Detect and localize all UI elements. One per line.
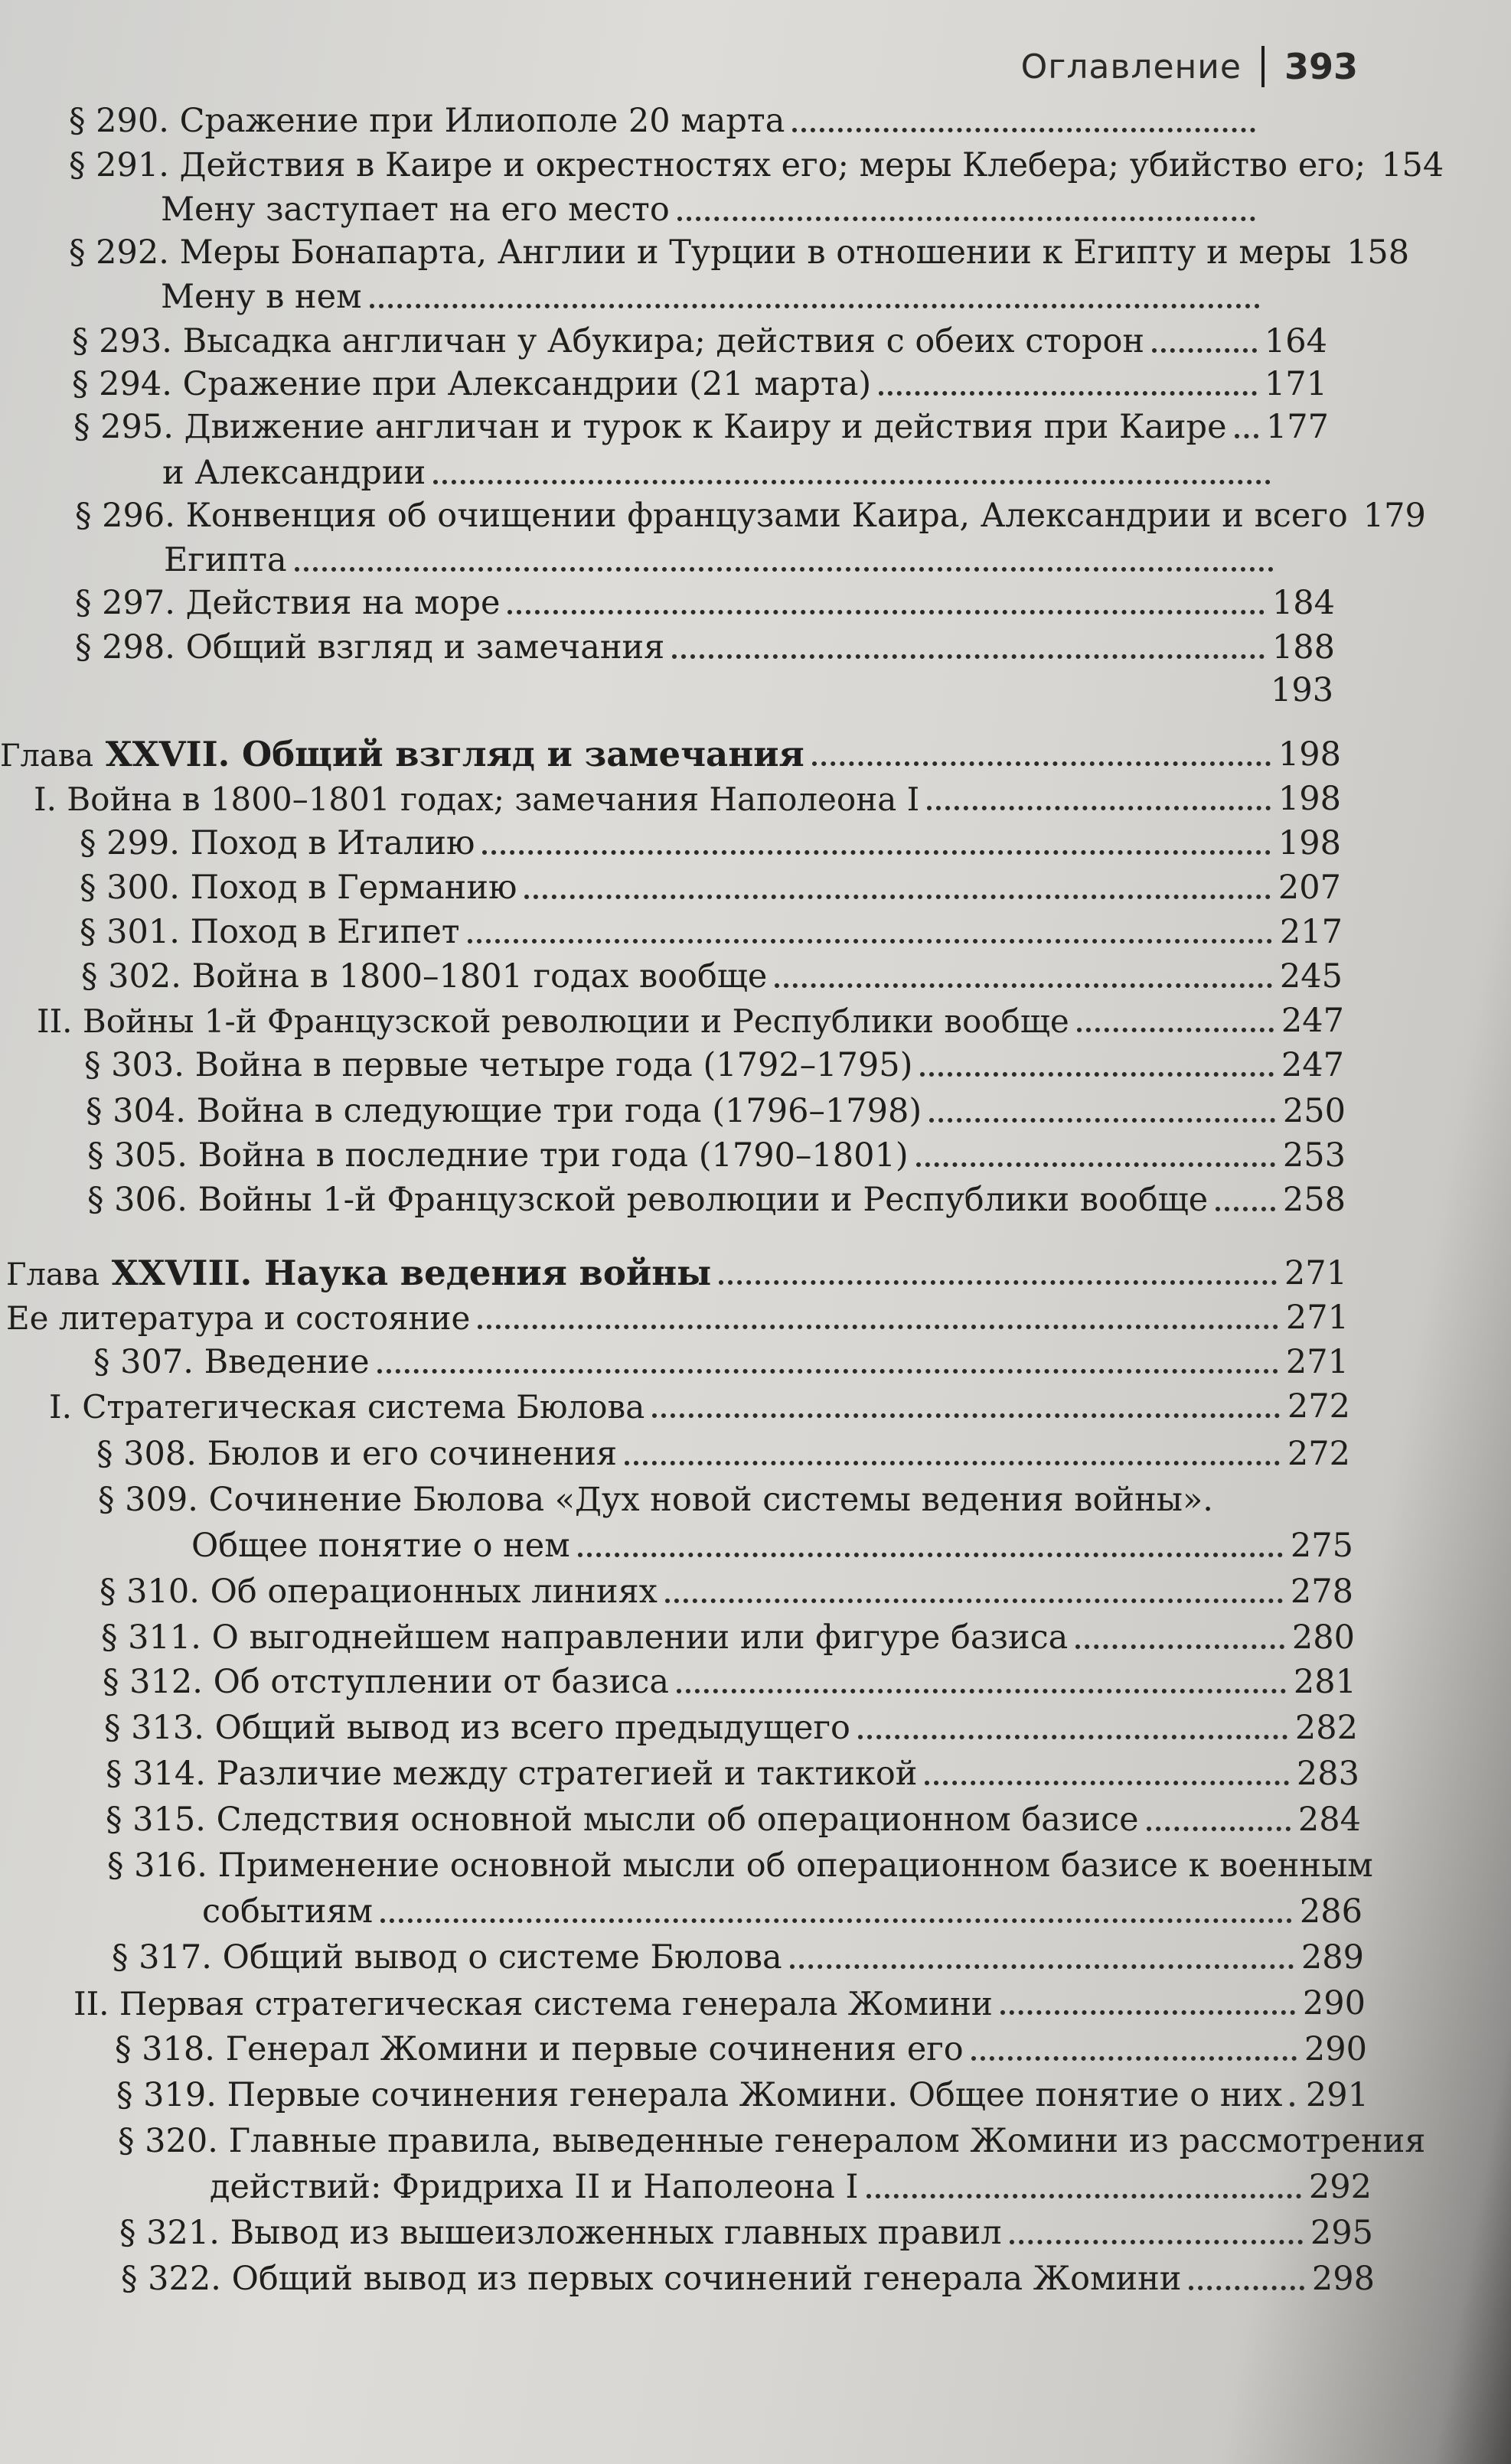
toc-entry-continuation bbox=[161, 268, 1268, 314]
page-number: 393 bbox=[1284, 46, 1358, 87]
toc-entry-page: 271 bbox=[1285, 1299, 1349, 1337]
toc-entry bbox=[104, 1699, 1358, 1745]
toc-entry-page: 283 bbox=[1296, 1755, 1359, 1793]
toc-entry bbox=[119, 2204, 1373, 2250]
toc-entry-title: § 295. Движение англичан и турок к Каиру и действия при Каире bbox=[73, 408, 1227, 446]
toc-entry bbox=[69, 223, 1410, 272]
dot-leader bbox=[380, 1918, 1292, 1923]
toc-entry bbox=[116, 2066, 1369, 2112]
toc-entry-continuation bbox=[161, 181, 1263, 227]
toc-entry-page: 272 bbox=[1287, 1387, 1350, 1426]
toc-entry bbox=[106, 1745, 1359, 1791]
toc-entry-title: § 292. Меры Бонапарта, Англии и Турции в отношении к Египту и меры bbox=[69, 233, 1332, 272]
toc-entry-page: 179 bbox=[1363, 497, 1426, 535]
dot-leader bbox=[672, 654, 1265, 659]
dot-leader bbox=[879, 391, 1257, 396]
toc-entry-page: 253 bbox=[1282, 1136, 1346, 1175]
toc-entry bbox=[100, 1563, 1353, 1611]
toc-entry-title: § 315. Следствия основной мысли об операционном базисе bbox=[106, 1801, 1139, 1839]
running-header bbox=[1021, 46, 1358, 87]
toc-entry-page: 193 bbox=[1271, 671, 1334, 709]
toc-chapter bbox=[6, 1244, 1347, 1293]
toc-entry-title: § 290. Сражение при Илиополе 20 марта bbox=[69, 102, 785, 140]
toc-entry-page: 280 bbox=[1291, 1618, 1355, 1657]
dot-leader bbox=[792, 128, 1255, 132]
toc-entry bbox=[84, 1036, 1344, 1082]
toc-entry-title: и Александрии bbox=[162, 454, 426, 492]
toc-entry bbox=[93, 1333, 1349, 1379]
toc-entry-title: § 296. Конвенция об очищении французами Каира, Александрии и всего bbox=[75, 497, 1348, 535]
toc-entry-title: II. Первая стратегическая система генерала Жомини bbox=[73, 1985, 993, 2022]
dot-leader bbox=[578, 1553, 1283, 1557]
toc-entry-page: 250 bbox=[1282, 1092, 1346, 1130]
toc-entry-title: § 320. Главные правила, выведенные генералом Жомини из рассмотрения bbox=[118, 2122, 1426, 2160]
dot-leader bbox=[927, 806, 1271, 810]
toc-entry bbox=[75, 618, 1335, 667]
toc-entry-page: 171 bbox=[1264, 365, 1327, 403]
dot-leader bbox=[377, 1369, 1278, 1374]
toc-entry-title: § 291. Действия в Каире и окрестностях его; меры Клебера; убийство его; bbox=[69, 146, 1366, 184]
toc-entry-page: 184 bbox=[1271, 584, 1335, 622]
toc-entry-title: § 301. Поход в Египет bbox=[80, 913, 460, 951]
toc-entry-page: 164 bbox=[1264, 322, 1327, 360]
toc-entry-page: 198 bbox=[1278, 735, 1341, 774]
toc-chapter-title: XXVIII. Наука ведения войны bbox=[111, 1253, 712, 1293]
toc-entry-page: 275 bbox=[1290, 1527, 1353, 1565]
toc-entry-title: Мену в нем bbox=[161, 278, 362, 316]
toc-entry-page: 258 bbox=[1282, 1181, 1346, 1219]
chapter-label: Глава bbox=[6, 1257, 100, 1292]
toc-section bbox=[49, 1377, 1350, 1426]
toc-entry-title: § 298. Общий взгляд и замечания bbox=[75, 628, 665, 667]
toc-entry-page: 198 bbox=[1278, 824, 1341, 862]
dot-leader bbox=[920, 1072, 1274, 1077]
toc-section bbox=[73, 1974, 1366, 2020]
dot-leader bbox=[652, 1413, 1280, 1418]
toc-entry bbox=[115, 2020, 1367, 2066]
toc-entry-continuation bbox=[210, 2158, 1372, 2204]
toc-entry-title: § 293. Высадка англичан у Абукира; действия с обеих сторон bbox=[72, 322, 1145, 360]
toc-entry-title: Египта bbox=[164, 541, 287, 579]
toc-entry-title: § 304. Война в следующие три года (1796–1798) bbox=[86, 1092, 922, 1130]
toc-entry-title: I. Война в 1800–1801 годах; замечания Наполеона I bbox=[34, 781, 920, 818]
toc-entry-continuation bbox=[202, 1882, 1363, 1931]
toc-entry bbox=[72, 312, 1327, 358]
header-divider bbox=[1261, 46, 1265, 87]
toc-entry-title: § 319. Первые сочинения генерала Жомини. Общее понятие о них bbox=[116, 2076, 1283, 2114]
toc-entry-page: 291 bbox=[1305, 2076, 1369, 2114]
toc-entry bbox=[80, 903, 1343, 949]
toc-entry-page: 271 bbox=[1284, 1254, 1347, 1292]
toc-entry-page: 154 bbox=[1381, 146, 1444, 184]
toc-entry-title: § 313. Общий вывод из всего предыдущего bbox=[104, 1709, 850, 1747]
toc-entry bbox=[80, 814, 1341, 860]
dot-leader bbox=[1010, 2240, 1303, 2244]
toc-entry bbox=[75, 487, 1426, 535]
toc-entry-page: 298 bbox=[1311, 2260, 1375, 2298]
toc-entry bbox=[101, 1608, 1355, 1657]
toc-entry-page: 289 bbox=[1301, 1938, 1364, 1977]
chapter-label: Глава bbox=[0, 738, 94, 774]
toc-entry-title: § 311. О выгоднейшем направлении или фигуре базиса bbox=[101, 1618, 1069, 1657]
toc-entry-title: § 318. Генерал Жомини и первые сочинения его bbox=[115, 2030, 964, 2068]
toc-entry-page: 286 bbox=[1299, 1892, 1363, 1931]
toc-entry-title: § 303. Война в первые четыре года (1792–1795) bbox=[84, 1046, 913, 1084]
toc-entry bbox=[121, 2250, 1375, 2296]
toc-entry-title: Мену заступает на его место bbox=[161, 191, 670, 229]
toc-entry-title: § 316. Применение основной мысли об операционном базисе к военным bbox=[107, 1846, 1373, 1885]
toc-entry-page: 278 bbox=[1290, 1573, 1353, 1611]
toc-entry-title: § 300. Поход в Германию bbox=[80, 869, 517, 907]
dot-leader bbox=[1235, 434, 1258, 438]
toc-entry-title: § 322. Общий вывод из первых сочинений генерала Жомини bbox=[121, 2260, 1182, 2298]
toc-section bbox=[37, 992, 1344, 1038]
toc-entry-continuation bbox=[164, 531, 1281, 577]
dot-leader bbox=[295, 567, 1274, 572]
dot-leader bbox=[1077, 1028, 1274, 1032]
toc-entry bbox=[80, 859, 1341, 907]
toc-entry-title: событиям bbox=[202, 1892, 374, 1931]
toc-entry bbox=[81, 947, 1343, 996]
dot-leader bbox=[925, 1781, 1289, 1785]
toc-entry-page: 272 bbox=[1287, 1435, 1350, 1473]
toc-entry-page: 284 bbox=[1297, 1801, 1361, 1839]
dot-leader bbox=[1000, 2010, 1295, 2015]
toc-entry bbox=[69, 92, 1263, 138]
toc-entry-title: Общее понятие о нем bbox=[191, 1527, 570, 1565]
toc-entry bbox=[86, 1082, 1346, 1128]
toc-entry-title: § 321. Вывод из вышеизложенных главных правил bbox=[119, 2214, 1002, 2252]
toc-section bbox=[34, 770, 1341, 816]
toc-entry bbox=[87, 1126, 1346, 1175]
toc-entry-page: 217 bbox=[1279, 913, 1343, 951]
dot-leader bbox=[858, 1735, 1287, 1739]
toc-entry-page: 271 bbox=[1285, 1343, 1349, 1381]
dot-leader bbox=[775, 983, 1272, 988]
running-header-title: Оглавление bbox=[1020, 47, 1242, 86]
toc-entry bbox=[107, 1837, 1373, 1885]
dot-leader bbox=[916, 1162, 1275, 1167]
toc-entry-page-only bbox=[1271, 661, 1338, 707]
dot-leader bbox=[370, 304, 1260, 308]
dot-leader bbox=[507, 610, 1264, 614]
toc-entry bbox=[75, 574, 1335, 620]
toc-entry-page: 247 bbox=[1281, 1002, 1344, 1040]
toc-entry-title: действий: Фридриха II и Наполеона I bbox=[210, 2168, 859, 2206]
dot-leader bbox=[468, 939, 1272, 944]
toc-entry-title: § 306. Войны 1-й Французской революции и Республики вообще bbox=[87, 1181, 1209, 1219]
toc-entry-page: 247 bbox=[1281, 1046, 1344, 1084]
toc-entry-page: 292 bbox=[1308, 2168, 1372, 2206]
toc-entry bbox=[73, 398, 1329, 444]
toc-entry-title: § 312. Об отступлении от базиса bbox=[103, 1663, 670, 1701]
toc-entry-title: § 297. Действия на море bbox=[75, 584, 501, 622]
toc-entry-page: 290 bbox=[1302, 1984, 1366, 2022]
dot-leader bbox=[971, 2056, 1297, 2061]
dot-leader bbox=[1189, 2286, 1304, 2290]
dot-leader bbox=[625, 1461, 1280, 1465]
toc-entry-page: 158 bbox=[1346, 233, 1410, 272]
dot-leader bbox=[1290, 2102, 1298, 2107]
toc-entry bbox=[96, 1425, 1350, 1471]
toc-entry-title: II. Войны 1-й Французской революции и Республики вообще bbox=[37, 1002, 1069, 1040]
toc-entry bbox=[69, 136, 1444, 184]
toc-entry-title: § 309. Сочинение Бюлова «Дух новой системы ведения войны». bbox=[98, 1481, 1213, 1519]
toc-entry-title: I. Стратегическая система Бюлова bbox=[49, 1388, 645, 1426]
dot-leader bbox=[1216, 1207, 1275, 1211]
toc-entry-title: § 307. Введение bbox=[93, 1343, 370, 1381]
dot-leader bbox=[677, 1689, 1286, 1693]
toc-entry-continuation bbox=[191, 1517, 1353, 1563]
dot-leader bbox=[1075, 1644, 1284, 1649]
toc-entry bbox=[106, 1791, 1361, 1837]
toc-entry-title: § 299. Поход в Италию bbox=[80, 824, 475, 862]
toc-entry-page: 245 bbox=[1279, 957, 1343, 996]
toc-entry-page: 207 bbox=[1278, 869, 1341, 907]
toc-entry-page: 198 bbox=[1278, 780, 1341, 818]
toc-chapter bbox=[0, 725, 1341, 774]
toc-entry-continuation bbox=[162, 444, 1278, 490]
toc-entry-page: 290 bbox=[1304, 2030, 1367, 2068]
dot-leader bbox=[790, 1964, 1294, 1969]
toc-entry-page: 282 bbox=[1294, 1709, 1358, 1747]
dot-leader bbox=[1152, 348, 1257, 353]
dot-leader bbox=[866, 2194, 1301, 2198]
toc-entry-page: 295 bbox=[1310, 2214, 1373, 2252]
dot-leader bbox=[1147, 1827, 1291, 1831]
toc-chapter-title: XXVII. Общий взгляд и замечания bbox=[105, 734, 804, 774]
dot-leader bbox=[524, 895, 1271, 899]
toc-entry-title: § 305. Война в последние три года (1790–1801) bbox=[87, 1136, 909, 1175]
toc-entry-page: 177 bbox=[1265, 408, 1329, 446]
toc-entry-title: Ее литература и состояние bbox=[6, 1299, 471, 1337]
toc-entry-page: 281 bbox=[1293, 1663, 1356, 1701]
dot-leader bbox=[812, 761, 1271, 766]
toc-entry bbox=[103, 1653, 1356, 1699]
dot-leader bbox=[929, 1118, 1275, 1123]
toc-entry-title: § 308. Бюлов и его сочинения bbox=[96, 1435, 618, 1473]
toc-entry-title: § 317. Общий вывод о системе Бюлова bbox=[112, 1938, 782, 1977]
dot-leader bbox=[478, 1325, 1278, 1329]
dot-leader bbox=[677, 217, 1255, 221]
toc-entry bbox=[98, 1471, 1261, 1517]
toc-section bbox=[6, 1289, 1349, 1335]
toc-entry-title: § 314. Различие между стратегией и тактикой bbox=[106, 1755, 918, 1793]
dot-leader bbox=[482, 850, 1270, 855]
toc-entry-title: § 302. Война в 1800–1801 годах вообще bbox=[81, 957, 768, 996]
toc-entry bbox=[118, 2112, 1426, 2160]
toc-entry bbox=[72, 355, 1327, 401]
toc-entry bbox=[87, 1171, 1346, 1217]
toc-entry bbox=[112, 1928, 1364, 1977]
toc-entry-page: 188 bbox=[1271, 628, 1335, 667]
dot-leader bbox=[719, 1280, 1277, 1285]
dot-leader bbox=[433, 480, 1271, 484]
toc-entry-title: § 310. Об операционных линиях bbox=[100, 1573, 658, 1611]
dot-leader bbox=[665, 1599, 1283, 1603]
toc-entry-title: § 294. Сражение при Александрии (21 марта) bbox=[72, 365, 872, 403]
